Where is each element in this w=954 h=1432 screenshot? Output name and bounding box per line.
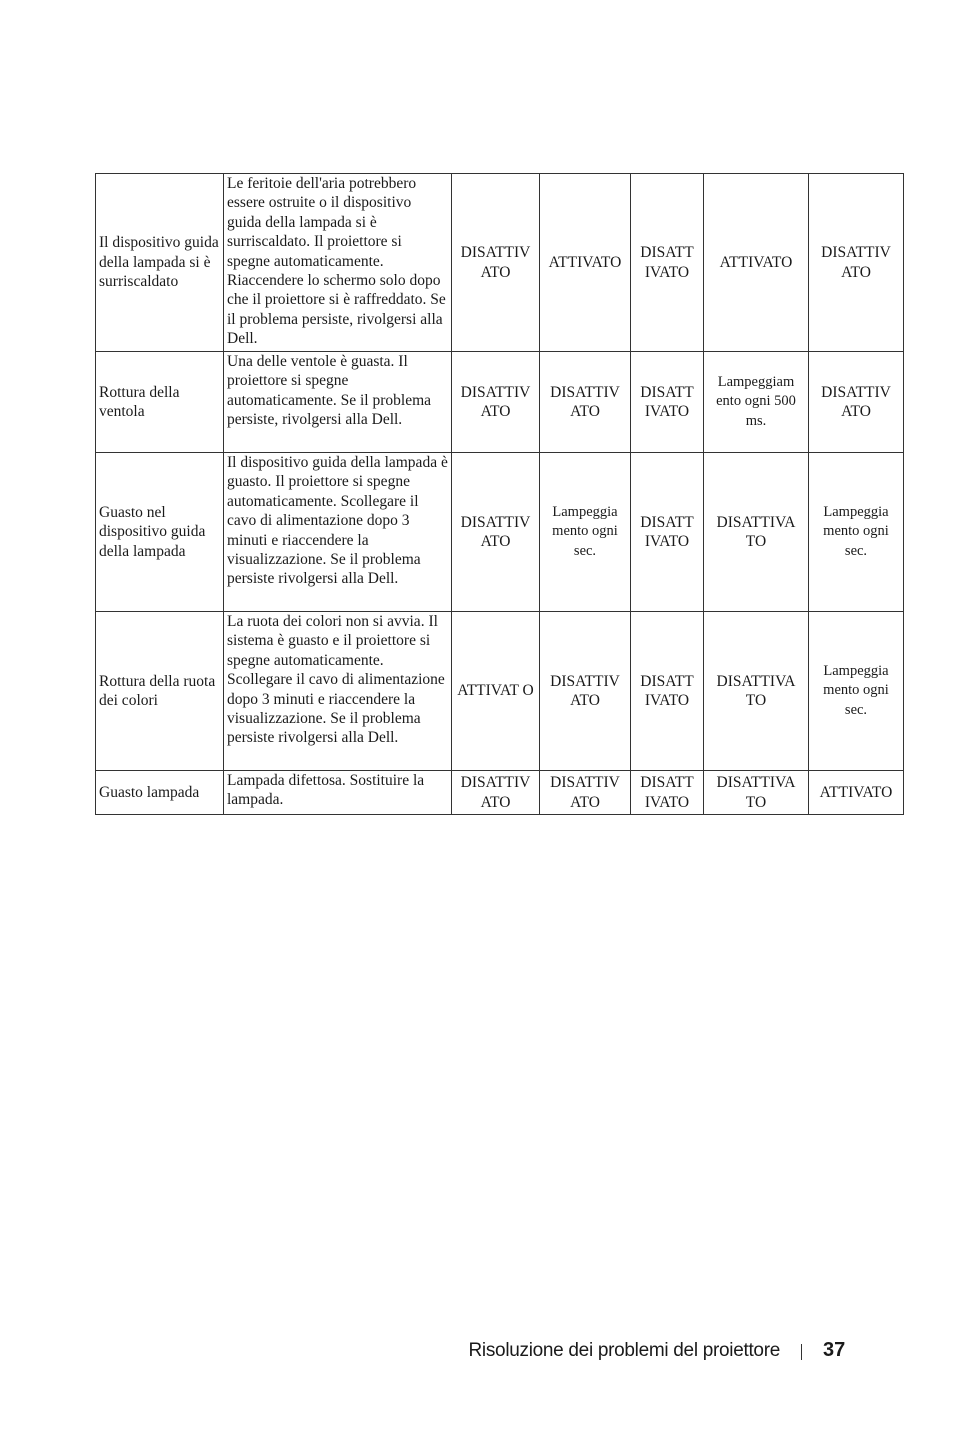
led-cell: DISATT IVATO [631, 453, 704, 612]
led-cell: DISATTIV ATO [452, 174, 540, 352]
led-cell: DISATT IVATO [631, 352, 704, 453]
condition-cell: Rottura della ruota dei colori [96, 612, 224, 771]
led-cell: DISATTIVA TO [704, 612, 809, 771]
led-cell: DISATTIV ATO [452, 771, 540, 815]
table-row [96, 771, 904, 815]
led-cell: ATTIVAT O [452, 612, 540, 771]
condition-cell: Guasto lampada [96, 771, 224, 815]
led-cell: DISATTIVA TO [704, 453, 809, 612]
description-cell: La ruota dei colori non si avvia. Il sistema è guasto e il proiettore si spegne automaticamente. Scollegare il cavo di alimentazione dopo 3 minuti e riaccendere la visualizzazione. Se il problema persiste rivolgersi alla Dell. [224, 612, 452, 771]
description-cell: Una delle ventole è guasta. Il proiettore si spegne automaticamente. Se il problema persiste, rivolgersi alla Dell. [224, 352, 452, 453]
led-status-table [95, 173, 904, 815]
led-cell: ATTIVATO [704, 174, 809, 352]
led-cell: DISATTIV ATO [452, 453, 540, 612]
led-cell: DISATT IVATO [631, 174, 704, 352]
led-cell: DISATTIV ATO [540, 352, 631, 453]
led-cell: DISATT IVATO [631, 612, 704, 771]
condition-cell: Il dispositivo guida della lampada si è surriscaldato [96, 174, 224, 352]
description-cell: Il dispositivo guida della lampada è guasto. Il proiettore si spegne automaticamente. Scollegare il cavo di alimentazione dopo 3 minuti e riaccendere la visualizzazione. Se il problema persiste rivolgersi alla Dell. [224, 453, 452, 612]
led-cell: DISATTIV ATO [540, 771, 631, 815]
description-cell: Le feritoie dell'aria potrebbero essere ostruite o il dispositivo guida della lampada si è surriscaldato. Il proiettore si spegne automaticamente. Riaccendere lo schermo solo dopo che il proiettore si è raffreddato. Se il problema persiste, rivolgersi alla Dell. [224, 174, 452, 352]
led-cell: DISATTIV ATO [540, 612, 631, 771]
led-cell: Lampeggia mento ogni sec. [809, 612, 904, 771]
footer-divider [801, 1344, 802, 1360]
led-cell: DISATTIV ATO [452, 352, 540, 453]
led-cell: ATTIVATO [540, 174, 631, 352]
led-cell: DISATTIV ATO [809, 174, 904, 352]
led-cell: Lampeggiam ento ogni 500 ms. [704, 352, 809, 453]
page-number: 37 [823, 1339, 846, 1361]
condition-cell: Rottura della ventola [96, 352, 224, 453]
table-row [96, 612, 904, 771]
page-footer [0, 1338, 954, 1368]
led-cell: ATTIVATO [809, 771, 904, 815]
condition-cell: Guasto nel dispositivo guida della lampada [96, 453, 224, 612]
led-cell: DISATTIV ATO [809, 352, 904, 453]
description-cell: Lampada difettosa. Sostituire la lampada. [224, 771, 452, 815]
led-cell: Lampeggia mento ogni sec. [809, 453, 904, 612]
led-cell: DISATTIVA TO [704, 771, 809, 815]
table-row [96, 453, 904, 612]
section-title: Risoluzione dei problemi del proiettore [468, 1340, 780, 1361]
led-cell: Lampeggia mento ogni sec. [540, 453, 631, 612]
table-row [96, 174, 904, 352]
led-cell: DISATT IVATO [631, 771, 704, 815]
table-row [96, 352, 904, 453]
